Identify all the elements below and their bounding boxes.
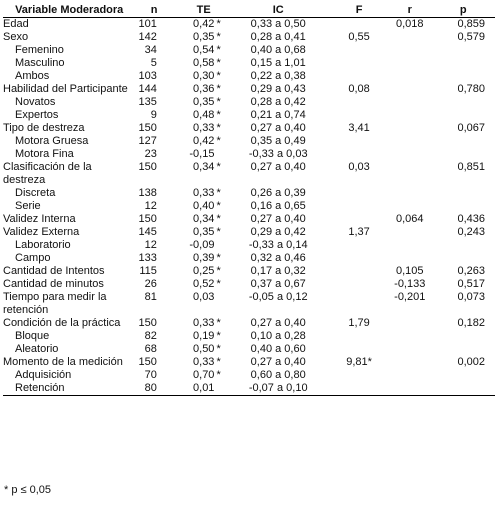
cell-ic: 0,29 a 0,42 [250, 226, 306, 238]
cell-n: 138 [138, 187, 157, 199]
cell-ic: 0,16 a 0,65 [250, 200, 306, 212]
cell-ic: 0,28 a 0,42 [250, 96, 306, 108]
cell-ic: 0,32 a 0,46 [250, 252, 306, 264]
cell-te: 0,42 [193, 135, 215, 147]
cell-te: 0,36 [193, 83, 215, 95]
cell-te: 0,42 [193, 18, 215, 30]
cell-ic: -0,05 a 0,12 [248, 291, 308, 303]
cell-n: 150 [138, 122, 157, 134]
cell-p [441, 252, 495, 265]
cell-r [378, 369, 441, 382]
cell-te: 0,54 [193, 44, 215, 56]
cell-n: 150 [138, 356, 157, 368]
cell-n: 70 [144, 369, 157, 381]
cell-p: 0,859 [457, 18, 485, 30]
cell-te: 0,35 [193, 96, 215, 108]
cell-n: 81 [144, 291, 157, 303]
row-label: Campo [15, 252, 51, 264]
significance-mark: * [216, 317, 221, 329]
cell-te: 0,30 [193, 70, 215, 82]
cell-r [378, 187, 441, 200]
cell-ic: 0,27 a 0,40 [250, 161, 306, 173]
header-n: n [150, 4, 158, 16]
row-label: Condición de la práctica [3, 317, 121, 329]
cell-te: 0,70 [193, 369, 215, 381]
cell-p: 0,436 [457, 213, 485, 225]
table-row [3, 382, 495, 396]
cell-te: 0,39 [193, 252, 215, 264]
cell-r [378, 239, 441, 252]
significance-mark [214, 148, 234, 161]
table-row [3, 70, 495, 83]
cell-n: 26 [144, 278, 157, 290]
cell-te: 0,33 [193, 356, 215, 368]
cell-ic: 0,27 a 0,40 [250, 317, 306, 329]
significance-mark: * [216, 265, 221, 277]
row-label: Expertos [15, 109, 59, 121]
cell-ic: 0,40 a 0,60 [250, 343, 306, 355]
cell-f [322, 148, 378, 161]
row-label: Cantidad de minutos [3, 278, 104, 290]
row-label: Masculino [15, 57, 65, 69]
row-label: Validez Interna [3, 213, 76, 225]
significance-mark: * [216, 83, 221, 95]
cell-p [441, 148, 495, 161]
cell-r: 0,064 [395, 213, 424, 225]
cell-ic: 0,28 a 0,41 [250, 31, 306, 43]
significance-mark: * [216, 343, 221, 355]
cell-r: -0,201 [394, 291, 426, 303]
cell-te: 0,01 [193, 382, 215, 394]
cell-ic: 0,33 a 0,50 [250, 18, 306, 30]
cell-f [322, 213, 378, 226]
cell-n: 150 [138, 317, 157, 329]
header-p: p [459, 4, 467, 16]
significance-mark: * [216, 278, 221, 290]
row-label: Femenino [15, 44, 64, 56]
cell-p [441, 135, 495, 148]
cell-ic: -0,33 a 0,03 [248, 148, 308, 160]
cell-p: 0,182 [457, 317, 485, 329]
cell-f [322, 18, 378, 32]
cell-f: 1,37 [348, 226, 370, 238]
cell-ic: 0,27 a 0,40 [250, 213, 306, 225]
cell-p [441, 187, 495, 200]
row-label: Ambos [15, 70, 50, 82]
cell-r [378, 122, 441, 135]
cell-r [378, 226, 441, 239]
cell-ic: 0,21 a 0,74 [250, 109, 306, 121]
significance-mark: * [216, 96, 221, 108]
cell-te: 0,40 [193, 200, 215, 212]
cell-ic: 0,22 a 0,38 [250, 70, 306, 82]
cell-f [322, 200, 378, 213]
table-row [3, 57, 495, 70]
table-row [3, 135, 495, 148]
cell-p [441, 330, 495, 343]
cell-f: 0,55 [348, 31, 370, 43]
table-row [3, 200, 495, 213]
cell-ic: -0,07 a 0,10 [248, 382, 308, 394]
cell-r [378, 356, 441, 369]
cell-p [441, 200, 495, 213]
row-label: Momento de la medición [3, 356, 123, 368]
cell-ic: -0,33 a 0,14 [248, 239, 308, 251]
row-label: Edad [3, 18, 29, 30]
cell-ic: 0,37 a 0,67 [250, 278, 306, 290]
cell-p: 0,073 [457, 291, 485, 303]
table-row [3, 343, 495, 356]
cell-p [441, 96, 495, 109]
cell-f [322, 187, 378, 200]
cell-r [378, 161, 441, 187]
cell-ic: 0,40 a 0,68 [250, 44, 306, 56]
cell-n: 142 [138, 31, 157, 43]
table-row [3, 31, 495, 44]
cell-f: 3,41 [348, 122, 370, 134]
cell-p: 0,243 [457, 226, 485, 238]
cell-n: 150 [138, 161, 157, 173]
cell-n: 115 [139, 265, 157, 277]
cell-te: 0,33 [193, 187, 215, 199]
cell-f [322, 96, 378, 109]
cell-r [378, 343, 441, 356]
row-label: Serie [15, 200, 41, 212]
cell-n: 144 [138, 83, 157, 95]
cell-p [441, 382, 495, 396]
table-row [3, 18, 495, 32]
cell-n: 23 [144, 148, 157, 160]
row-label: Motora Fina [15, 148, 74, 160]
cell-f [322, 70, 378, 83]
significance-mark: * [216, 135, 221, 147]
cell-n: 68 [144, 343, 157, 355]
significance-mark: * [216, 109, 221, 121]
cell-f: 0,03 [348, 161, 370, 173]
cell-te: 0,58 [193, 57, 215, 69]
significance-mark [214, 382, 234, 396]
cell-ic: 0,27 a 0,40 [250, 122, 306, 134]
cell-r [378, 317, 441, 330]
cell-ic: 0,29 a 0,43 [250, 83, 306, 95]
cell-n: 9 [150, 109, 157, 121]
significance-mark: * [216, 122, 221, 134]
cell-f [322, 239, 378, 252]
cell-p [441, 109, 495, 122]
cell-p [441, 70, 495, 83]
footnote: * p ≤ 0,05 [4, 484, 52, 496]
table-row [3, 122, 495, 135]
cell-p [441, 343, 495, 356]
cell-ic: 0,35 a 0,49 [250, 135, 306, 147]
table-row [3, 161, 495, 187]
cell-ic: 0,27 a 0,40 [250, 356, 306, 368]
header-ic: IC [272, 4, 284, 16]
cell-f [322, 265, 378, 278]
cell-r [378, 96, 441, 109]
cell-f [322, 135, 378, 148]
cell-r [378, 70, 441, 83]
significance-mark: * [216, 31, 221, 43]
cell-f [322, 382, 378, 396]
row-label: Motora Gruesa [15, 135, 89, 147]
table-row [3, 291, 495, 317]
cell-te: 0,35 [193, 31, 215, 43]
cell-p: 0,780 [457, 83, 485, 95]
table-row [3, 148, 495, 161]
cell-te: -0,09 [189, 239, 215, 251]
row-label: Bloque [15, 330, 50, 342]
cell-p: 0,002 [457, 356, 485, 368]
table-row [3, 44, 495, 57]
cell-f [322, 109, 378, 122]
cell-r [378, 382, 441, 396]
header-r: r [407, 4, 412, 16]
row-label: Habilidad del Participante [3, 83, 128, 95]
row-label: Adquisición [15, 369, 72, 381]
cell-f: 9,81* [346, 356, 372, 368]
cell-te: 0,50 [193, 343, 215, 355]
significance-mark: * [216, 369, 221, 381]
cell-p [441, 44, 495, 57]
cell-p: 0,579 [457, 31, 485, 43]
table-body [3, 18, 495, 396]
moderator-table [3, 4, 495, 396]
cell-n: 127 [138, 135, 157, 147]
cell-te: 0,34 [193, 213, 215, 225]
cell-r [378, 109, 441, 122]
significance-mark [214, 239, 234, 252]
cell-n: 80 [144, 382, 157, 394]
cell-n: 82 [144, 330, 157, 342]
cell-r [378, 148, 441, 161]
cell-te: 0,19 [193, 330, 215, 342]
cell-f [322, 44, 378, 57]
table-row [3, 317, 495, 330]
table-row [3, 369, 495, 382]
cell-ic: 0,17 a 0,32 [250, 265, 306, 277]
table-row [3, 109, 495, 122]
header-f: F [355, 4, 363, 16]
table-row [3, 239, 495, 252]
cell-ic: 0,60 a 0,80 [250, 369, 306, 381]
row-label: Tiempo para medir la retención [3, 291, 107, 316]
header-variable: Variable Moderadora [15, 4, 124, 16]
significance-mark: * [216, 161, 221, 173]
significance-mark: * [216, 213, 221, 225]
header-te: TE [196, 4, 211, 16]
row-label: Clasificación de la destreza [3, 161, 92, 186]
cell-f [322, 369, 378, 382]
cell-r [378, 200, 441, 213]
significance-mark: * [216, 330, 221, 342]
significance-mark: * [216, 44, 221, 56]
table-row [3, 252, 495, 265]
cell-f [322, 291, 378, 317]
significance-mark: * [216, 252, 221, 264]
significance-mark: * [216, 356, 221, 368]
cell-n: 133 [138, 252, 157, 264]
cell-n: 103 [138, 70, 157, 82]
significance-mark: * [216, 200, 221, 212]
cell-p [441, 239, 495, 252]
cell-f [322, 252, 378, 265]
cell-f [322, 330, 378, 343]
cell-n: 12 [144, 200, 157, 212]
table-row [3, 213, 495, 226]
row-label: Discreta [15, 187, 56, 199]
significance-mark: * [216, 187, 221, 199]
cell-te: -0,15 [189, 148, 215, 160]
cell-r [378, 83, 441, 96]
significance-mark: * [216, 18, 221, 30]
table-row [3, 278, 495, 291]
cell-f [322, 278, 378, 291]
table-row [3, 265, 495, 278]
row-label: Tipo de destreza [3, 122, 85, 134]
cell-r [378, 57, 441, 70]
cell-n: 101 [138, 18, 157, 30]
significance-mark: * [216, 70, 221, 82]
cell-n: 135 [138, 96, 157, 108]
cell-f: 1,79 [348, 317, 370, 329]
cell-p: 0,263 [457, 265, 485, 277]
table-row [3, 226, 495, 239]
table-row [3, 96, 495, 109]
row-label: Validez Externa [3, 226, 80, 238]
table-row [3, 187, 495, 200]
cell-te: 0,03 [193, 291, 215, 303]
cell-r [378, 44, 441, 57]
table-row [3, 330, 495, 343]
cell-ic: 0,10 a 0,28 [250, 330, 306, 342]
cell-r: -0,133 [394, 278, 426, 290]
row-label: Sexo [3, 31, 29, 43]
row-label: Novatos [15, 96, 56, 108]
row-label: Aleatorio [15, 343, 59, 355]
cell-te: 0,52 [193, 278, 215, 290]
header-row [3, 4, 495, 18]
cell-n: 145 [138, 226, 157, 238]
cell-f: 0,08 [348, 83, 370, 95]
row-label: Laboratorio [15, 239, 71, 251]
cell-ic: 0,26 a 0,39 [250, 187, 306, 199]
significance-mark: * [216, 226, 221, 238]
cell-r [378, 252, 441, 265]
cell-te: 0,25 [193, 265, 215, 277]
cell-p: 0,067 [457, 122, 485, 134]
cell-f [322, 343, 378, 356]
cell-p [441, 57, 495, 70]
table-row [3, 83, 495, 96]
cell-te: 0,48 [193, 109, 215, 121]
significance-mark: * [216, 57, 221, 69]
cell-r [378, 31, 441, 44]
cell-p: 0,517 [457, 278, 485, 290]
cell-r [378, 135, 441, 148]
cell-f [322, 57, 378, 70]
row-label: Retención [15, 382, 65, 394]
cell-n: 150 [138, 213, 157, 225]
row-label: Cantidad de Intentos [3, 265, 105, 277]
cell-te: 0,34 [193, 161, 215, 173]
cell-r: 0,105 [395, 265, 424, 277]
cell-ic: 0,15 a 1,01 [250, 57, 306, 69]
table-row [3, 356, 495, 369]
cell-n: 12 [144, 239, 157, 251]
cell-n: 5 [150, 57, 157, 69]
cell-te: 0,33 [193, 317, 215, 329]
significance-mark [214, 291, 234, 317]
cell-p: 0,851 [457, 161, 485, 173]
cell-r: 0,018 [395, 18, 424, 30]
cell-r [378, 330, 441, 343]
cell-te: 0,35 [193, 226, 215, 238]
cell-p [441, 369, 495, 382]
cell-n: 34 [144, 44, 157, 56]
cell-te: 0,33 [193, 122, 215, 134]
